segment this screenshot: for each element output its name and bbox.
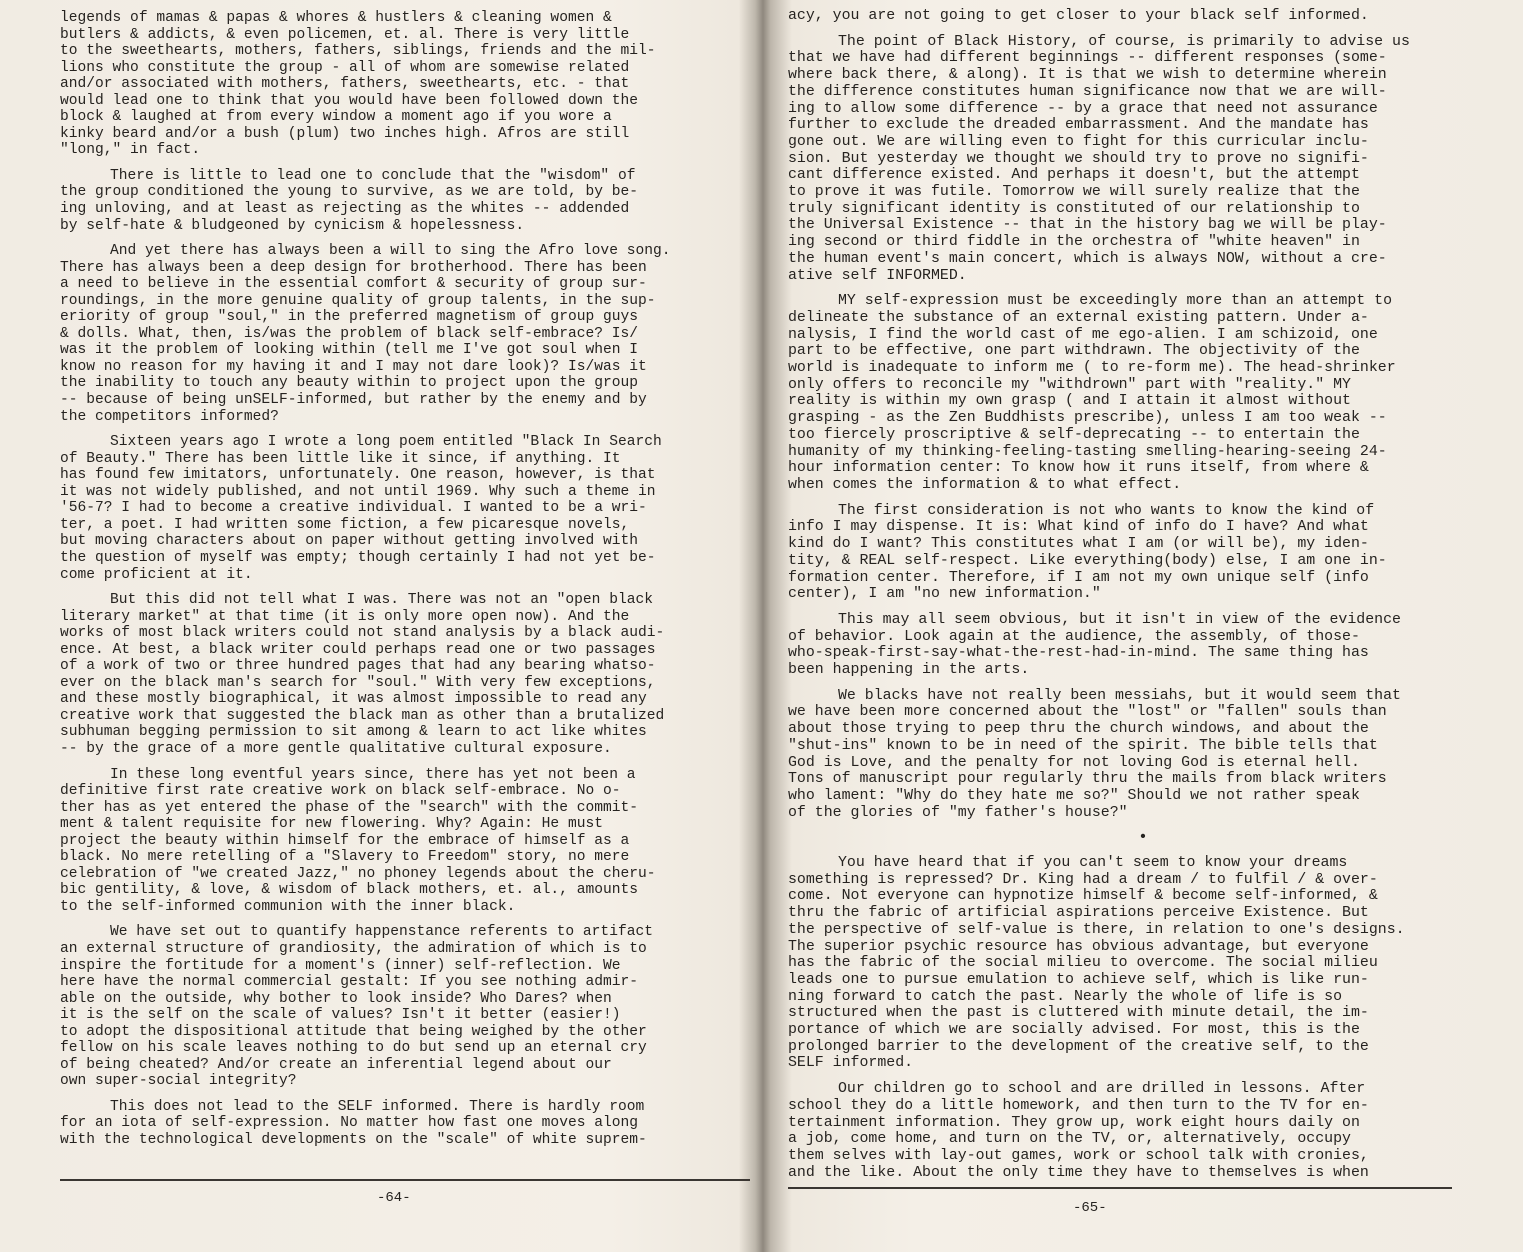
right-paragraph-3: MY self-expression must be exceedingly more than an attempt to delineate the substance of an external existing pattern. Under a- nalysis, I find the world cast of me ego-alien. I am schizoid, one part to be effective, one part withdrawn. The objectivity of the world is inadequate to inform me ( to re-form me). The head-shrinker only offers to reconcile my "withdrown" part with "reality." MY reality is within my own grasp ( and I attain it almost without grasping - as the Zen Buddhists prescribe), unless I am too weak -- too fiercely proscriptive & self-deprecating -- to entertain the humanity of my thinking-feeling-tasting smelling-hearing-seeing 24- hour information center: To know how it runs itself, from where & when comes the information & to what effect. [788, 293, 1396, 493]
left-paragraph-5: But this did not tell what I was. There was not an "open black literary market" at that time (it is only more open now). And the works of most black writers could not stand analysis by a black audi- ence. At best, a black writer could perhaps read one or two passages of a work of two or three hundred pages that had any bearing whatso- ever on the black man's search for "soul." With very few exceptions, and these mostly biographical, it was almost impossible to read any creative work that suggested the black man as other than a brutalized subhuman begging permission to sit among & learn to act like whites -- by the grace of a more gentle qualitative cultural exposure. [60, 592, 665, 757]
section-break-mark: • [1138, 830, 1148, 847]
left-paragraph-1: legends of mamas & papas & whores & hustlers & cleaning women & butlers & addicts, & even policemen, et. al. There is very little to the sweethearts, mothers, fathers, siblings, friends and the mil- lions who constitute the group - all of whom are somewise related and/or associated with mothers, fathers, sweethearts, etc. - that would lead one to think that you would have been followed down the block & laughed at from every window a moment ago if you wore a kinky beard and/or a bush (plum) two inches high. Afros are still "long," in fact. [60, 10, 656, 159]
left-footer-rule [60, 1179, 750, 1181]
left-paragraph-8: This does not lead to the SELF informed. There is hardly room for an iota of self-expression. No matter how fast one moves along with the technological developments on the "scale" of white suprem- [60, 1098, 647, 1148]
left-paragraph-6: In these long eventful years since, there has yet not been a definitive first rate creative work on black self-embrace. No o- ther has as yet entered the phase of the "search" with the commit- ment & talent requisite for new flowering. Why? Again: He must project the beauty within himself for the embrace of himself as a black. No mere retelling of a "Slavery to Freedom" story, no mere celebration of "we created Jazz," no phoney legends about the cheru- bic gentility, & love, & wisdom of black mothers, et. al., amounts to the self-informed communion with the inner black. [60, 766, 656, 915]
left-page [60, 10, 750, 1158]
right-paragraph-7: You have heard that if you can't seem to know your dreams something is repressed? Dr. King had a dream / to fulfil / & over- come. Not everyone can hypnotize himself & become self-informed, & thru the fabric of artificial aspirations perceive Existence. But the perspective of self-value is there, in relation to one's designs. The superior psychic resource has obvious advantage, but everyone has the fabric of the social milieu to overcome. The social milieu leads one to pursue emulation to achieve self, which is like run- ning forward to catch the past. Nearly the whole of life is so structured when the past is cluttered with minute detail, the im- portance of which we are socially advised. For most, this is the prolonged barrier to the development of the creative self, to the SELF informed. [788, 855, 1405, 1072]
right-paragraph-2: The point of Black History, of course, is primarily to advise us that we have had different beginnings -- different responses (some- where back there, & along). It is that we wish to determine wherein the difference constitutes human significance now that we are will- ing to allow some difference -- by a grace that need not assurance further to exclude the dreaded embarrassment. And the mandate has gone out. We are willing even to fight for this curricular inclu- sion. But yesterday we thought we should try to prove no signifi- cant difference existed. And perhaps it doesn't, but the attempt to prove it was futile. Tomorrow we will surely realize that the truly significant identity is constituted of our relationship to the Universal Existence -- that in the history bag we will be play- ing second or third fiddle in the orchestra of "white heaven" in the human event's main concert, which is always NOW, without a cre- ative self INFORMED. [788, 33, 1410, 284]
left-page-number: -64- [377, 1190, 411, 1206]
right-paragraph-1: acy, you are not going to get closer to your black self informed. [788, 8, 1369, 24]
left-paragraph-3: And yet there has always been a will to sing the Afro love song. There has always been a deep design for brotherhood. There has been a need to believe in the essential comfort & security of group sur- roundings, in the more genuine quality of group talents, in the sup- eriority of group "soul," in the preferred magnetism of group guys & dolls. What, then, is/was the problem of black self-embrace? Is/ was it the problem of looking within (tell me I've got soul when I know no reason for my having it and I may not dare look)? Is/was it the inability to touch any beauty within to project upon the group -- because of being unSELF-informed, but rather by the enemy and by the competitors informed? [60, 243, 671, 425]
left-paragraph-2: There is little to lead one to conclude that the "wisdom" of the group conditioned the young to survive, as we are told, by be- ing unloving, and at least as rejecting as the whites -- addended by self-hate & bludgeoned by cynicism & hopelessness. [60, 167, 639, 234]
right-footer-rule [788, 1187, 1452, 1189]
right-page [788, 8, 1488, 1190]
right-page-number: -65- [1073, 1200, 1107, 1216]
right-paragraph-8: Our children go to school and are drilled in lessons. After school they do a little homework, and then turn to the TV for en- tertainment information. They grow up, work eight hours daily on a job, come home, and turn on the TV, or, alternatively, occupy them selves with lay-out games, work or school talk with cronies, and the like. About the only time they have to themselves is when [788, 1081, 1369, 1181]
right-paragraph-4: The first consideration is not who wants to know the kind of info I may dispense. It is: What kind of info do I have? And what kind do I want? This constitutes what I am (or will be), my iden- tity, & REAL self-respect. Like everything(body) else, I am one in- formation center. Therefore, if I am not my own unique self (info center), I am "no new information." [788, 502, 1387, 603]
right-paragraph-6: We blacks have not really been messiahs, but it would seem that we have been more concerned about the "lost" or "fallen" souls than about those trying to peep thru the church windows, and about the "shut-ins" known to be in need of the spirit. The bible tells that God is Love, and the penalty for not loving God is eternal hell. Tons of manuscript pour regularly thru the mails from black writers who lament: "Why do they hate me so?" Should we not rather speak of the glories of "my father's house?" [788, 687, 1401, 821]
left-paragraph-4: Sixteen years ago I wrote a long poem entitled "Black In Search of Beauty." There has been little like it since, if anything. It has found few imitators, unfortunately. One reason, however, is that it was not widely published, and not until 1969. Why such a theme in '56-7? I had to become a creative individual. I wanted to be a wri- ter, a poet. I had written some fiction, a few picaresque novels, but moving characters about on paper without getting involved with the question of myself was empty; though certainly I had not yet be- come proficient at it. [60, 434, 662, 583]
right-paragraph-5: This may all seem obvious, but it isn't in view of the evidence of behavior. Look again at the audience, the assembly, of those- who-speak-first-say-what-the-rest-had-in-mind. The same thing has been happening in the arts. [788, 611, 1401, 679]
left-paragraph-7: We have set out to quantify happenstance referents to artifact an external structure of grandiosity, the admiration of which is to inspire the fortitude for a moment's (inner) self-reflection. We here have the normal commercial gestalt: If you see nothing admir- able on the outside, why bother to look inside? Who Dares? when it is the self on the scale of values? Isn't it better (easier!) to adopt the dispositional attitude that being weighed by the other fellow on his scale leaves nothing to do but send up an eternal cry of being cheated? And/or create an inferential legend about our own super-social integrity? [60, 924, 653, 1090]
